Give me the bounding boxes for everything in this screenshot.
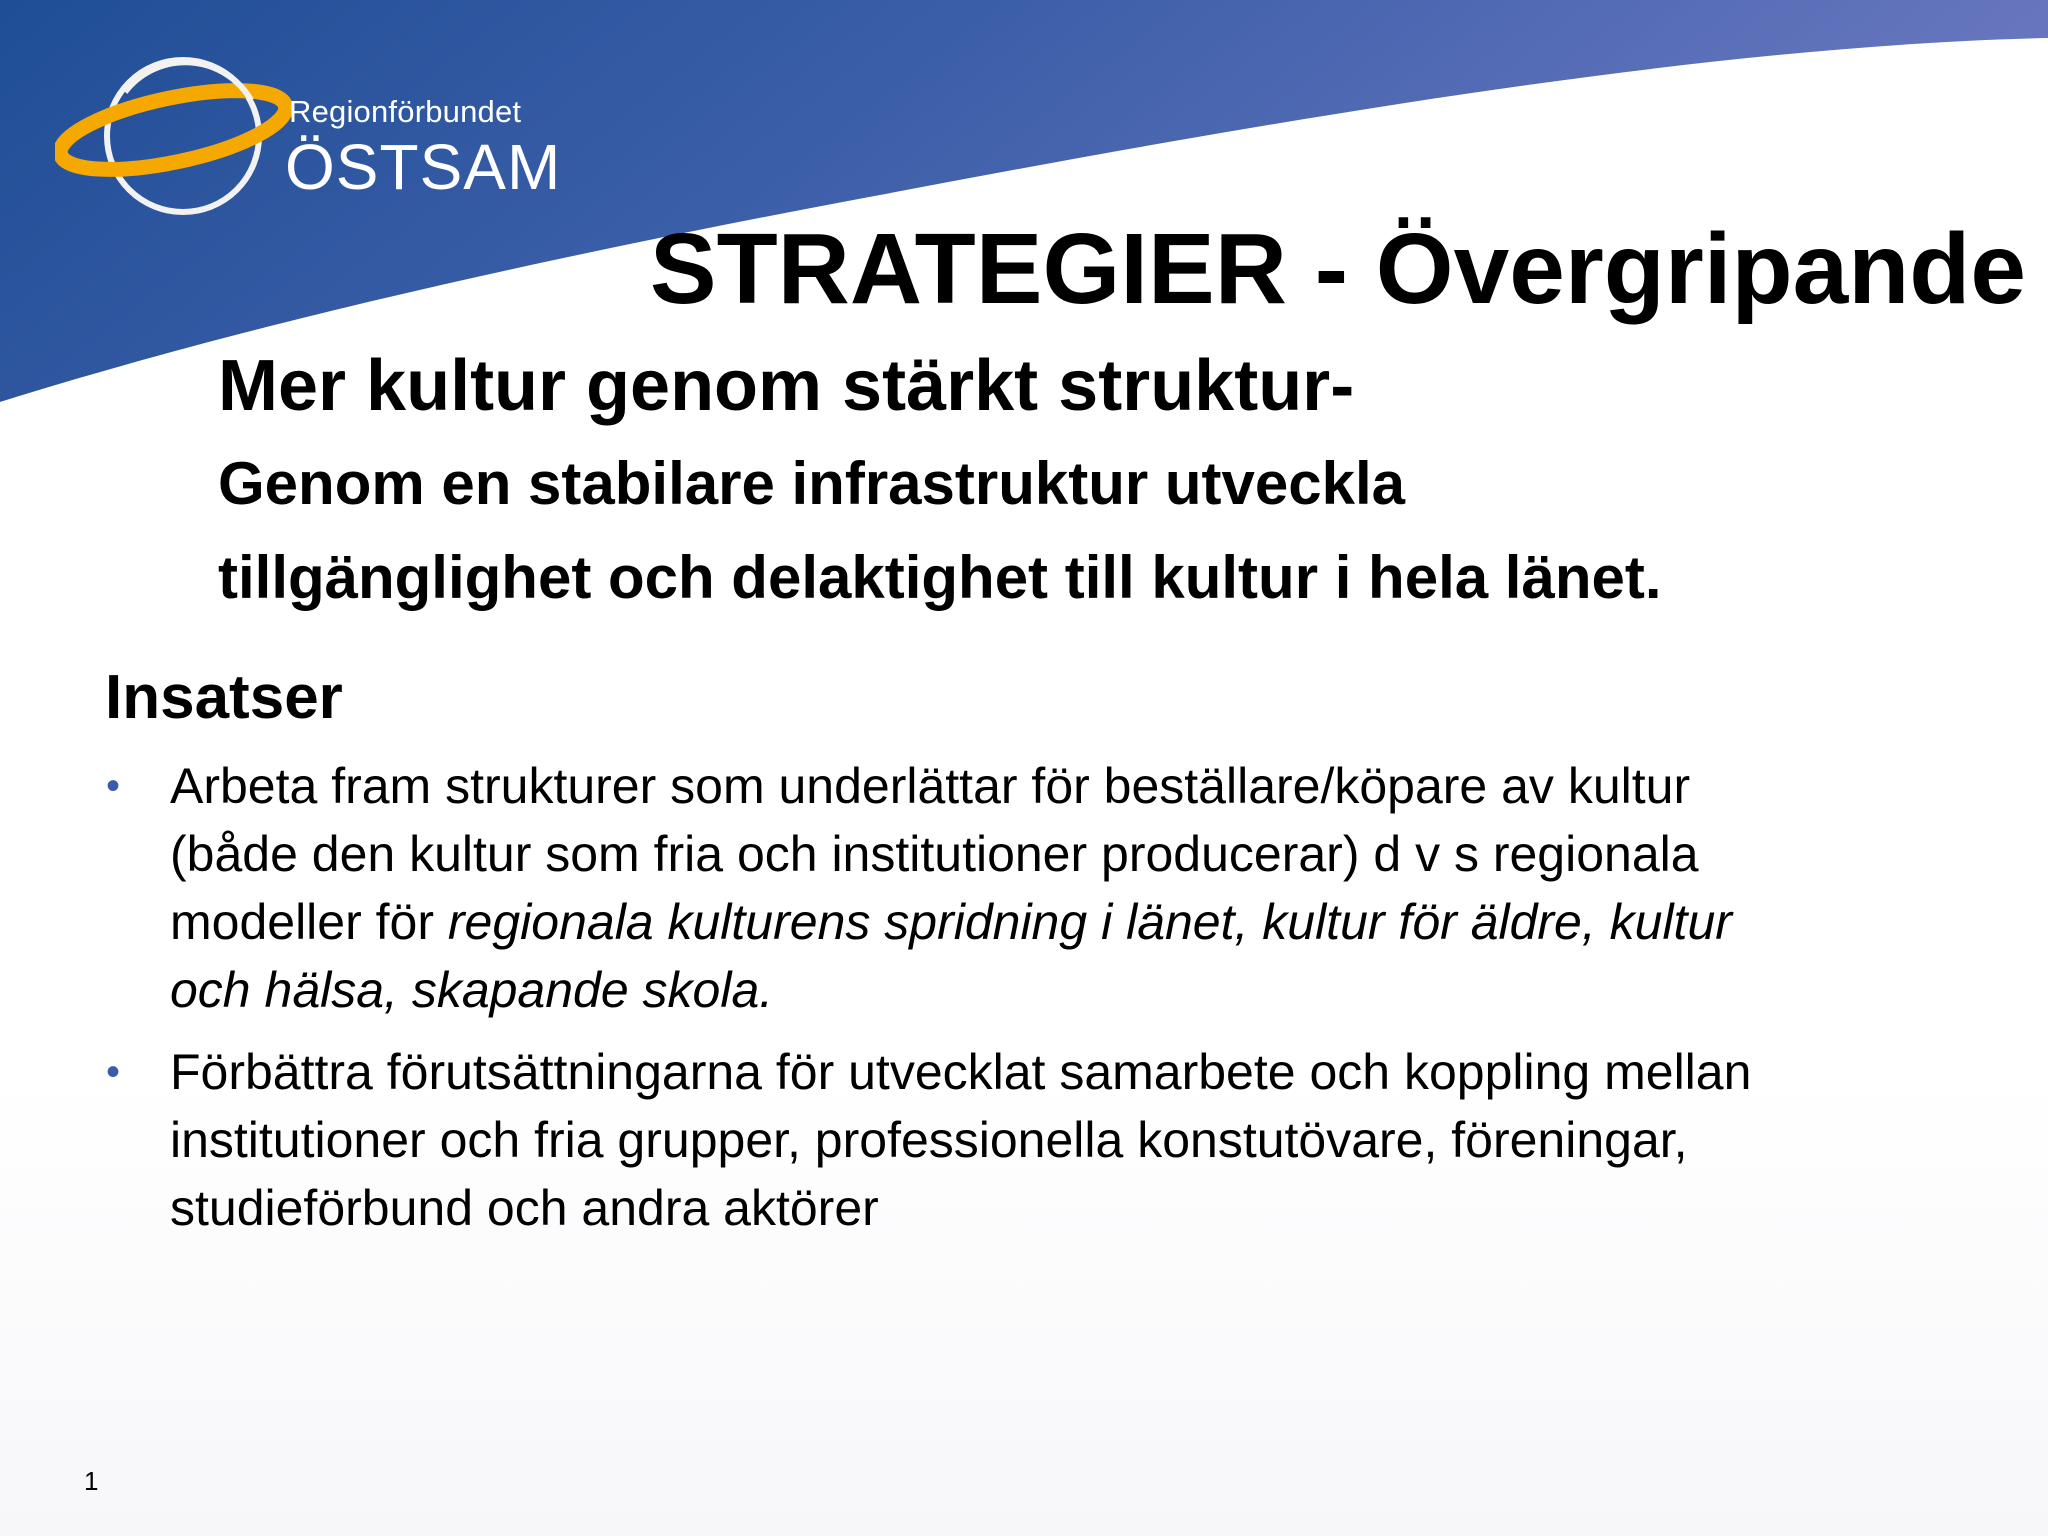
bullet-list (100, 752, 2010, 1256)
bullet-line: Förbättra förutsättningarna för utvecklat samarbete och koppling mellan (170, 1044, 1752, 1100)
page-number: 1 (84, 1466, 99, 1496)
subtitle-line: Genom en stabilare infrastruktur utveckla (218, 450, 1406, 517)
subtitle-line: tillgänglighet och delaktighet till kultur i hela länet. (218, 544, 1662, 611)
bullet-line: (både den kultur som fria och institutioner producerar) d v s regionala (170, 826, 1699, 882)
bullet-marker: • (106, 764, 121, 808)
bullet-line-plain: modeller för (170, 894, 448, 950)
slide-title: STRATEGIER - Övergripande (649, 213, 2026, 325)
slide-subtitle-description (218, 437, 2018, 625)
slide-subtitle: Mer kultur genom stärkt struktur- (218, 346, 1355, 426)
ostsam-logo (55, 48, 562, 228)
bullet-line (170, 888, 2010, 956)
logo-small-text: Regionförbundet (289, 94, 522, 129)
section-heading: Insatser (105, 663, 343, 732)
bullet-marker: • (106, 1050, 121, 1094)
bullet-text (170, 1038, 2010, 1242)
bullet-line: studieförbund och andra aktörer (170, 1180, 879, 1236)
bullet-line (170, 956, 2010, 1024)
bullet-text (170, 752, 2010, 1024)
bullet-line-italic: regionala kulturens spridning i länet, kultur för äldre, kultur (447, 894, 1732, 950)
bullet-line-italic: och hälsa, skapande skola. (170, 962, 774, 1018)
logo-big-text: ÖSTSAM (285, 131, 562, 203)
bullet-item (100, 1038, 2010, 1242)
bullet-line: institutioner och fria grupper, professionella konstutövare, föreningar, (170, 1112, 1688, 1168)
bullet-line: Arbeta fram strukturer som underlättar för beställare/köpare av kultur (170, 758, 1691, 814)
logo-emblem (55, 48, 295, 228)
bullet-item (100, 752, 2010, 1024)
